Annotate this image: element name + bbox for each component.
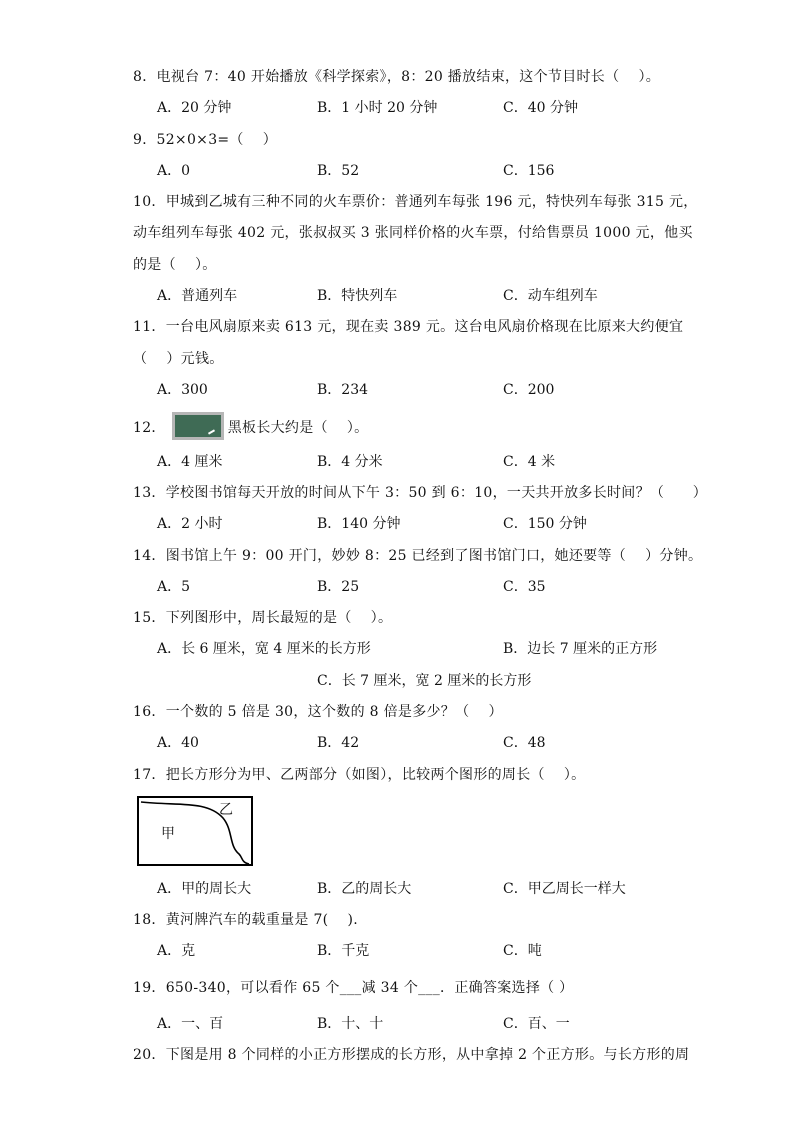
question-15-option-c: C．长 7 厘米，宽 2 厘米的长方形 [317, 673, 532, 689]
question-12-number: 12． [133, 420, 166, 436]
question-18-option-a: A．克 [157, 943, 196, 959]
question-19-option-b: B．十、十 [317, 1016, 384, 1032]
question-14-option-c: C．35 [503, 579, 546, 595]
question-14-stem: 14．图书馆上午 9：00 开门，妙妙 8：25 已经到了图书馆门口，她还要等（ ）分钟。 [133, 548, 703, 564]
question-15-option-a: A．长 6 厘米，宽 4 厘米的长方形 [157, 641, 371, 657]
question-17-option-b: B．乙的周长大 [317, 881, 412, 897]
question-9-option-c: C．156 [503, 163, 555, 179]
question-18-stem: 18．黄河牌汽车的载重量是 7( ). [133, 912, 358, 928]
question-10-stem-line2: 动车组列车每张 402 元，张叔叔买 3 张同样价格的火车票，付给售票员 1000 元，他买 [133, 225, 693, 241]
question-8-option-b: B．1 小时 20 分钟 [317, 100, 438, 116]
question-13-stem: 13．学校图书馆每天开放的时间从下午 3：50 到 6：10，一天共开放多长时间？（ ） [133, 485, 708, 501]
question-19-option-a: A．一、百 [157, 1016, 224, 1032]
question-9-stem: 9．52×0×3=（ ） [133, 132, 278, 148]
question-15-option-b: B．边长 7 厘米的正方形 [503, 641, 658, 657]
question-10-stem-line1: 10．甲城到乙城有三种不同的火车票价：普通列车每张 196 元，特快列车每张 315 元， [133, 194, 698, 210]
question-14-option-b: B．25 [317, 579, 360, 595]
question-13-option-c: C．150 分钟 [503, 516, 587, 532]
question-11-stem-line2: （ ）元钱。 [133, 351, 224, 367]
question-10-option-b: B．特快列车 [317, 288, 398, 304]
question-19-option-c: C．百、一 [503, 1016, 570, 1032]
question-18-option-c: C．吨 [503, 943, 542, 959]
question-11-option-a: A．300 [157, 382, 208, 398]
question-11-option-b: B．234 [317, 382, 369, 398]
question-14-option-a: A．5 [157, 579, 191, 595]
question-12-option-c: C．4 米 [503, 454, 556, 470]
question-17-option-c: C．甲乙周长一样大 [503, 881, 626, 897]
question-18-option-b: B．千克 [317, 943, 370, 959]
question-8-option-c: C．40 分钟 [503, 100, 578, 116]
question-12-stem [133, 414, 368, 442]
question-17-stem: 17．把长方形分为甲、乙两部分（如图），比较两个图形的周长（ ）。 [133, 767, 586, 783]
question-11-stem-line1: 11．一台电风扇原来卖 613 元，现在卖 389 元。这台电风扇价格现在比原来大约便宜 [133, 319, 684, 335]
question-10-stem-line3: 的是（ ）。 [133, 257, 217, 273]
question-8-option-a: A．20 分钟 [157, 100, 232, 116]
rectangle-division-figure [137, 796, 253, 866]
question-12-text: 黑板长大约是（ ）。 [227, 420, 369, 436]
question-13-option-b: B．140 分钟 [317, 516, 401, 532]
rectangle-outline [138, 797, 252, 865]
question-8-stem: 8．电视台 7：40 开始播放《科学探索》，8：20 播放结束，这个节目时长（ ）。 [133, 69, 661, 85]
blackboard-icon [172, 412, 224, 440]
question-16-stem: 16．一个数的 5 倍是 30，这个数的 8 倍是多少？（ ） [133, 704, 503, 720]
question-12-option-a: A．4 厘米 [157, 454, 223, 470]
question-15-stem: 15．下列图形中，周长最短的是（ ）。 [133, 610, 393, 626]
question-19-stem: 19．650-340，可以看作 65 个___减 34 个___．正确答案选择（ ） [133, 980, 574, 996]
question-9-option-a: A．0 [157, 163, 191, 179]
question-12-option-b: B．4 分米 [317, 454, 383, 470]
question-16-option-a: A．40 [157, 735, 199, 751]
question-9-option-b: B．52 [317, 163, 360, 179]
question-13-option-a: A．2 小时 [157, 516, 223, 532]
question-20-stem: 20．下图是用 8 个同样的小正方形摆成的长方形，从中拿掉 2 个正方形。与长方形的周 [133, 1047, 690, 1063]
question-10-option-c: C．动车组列车 [503, 288, 598, 304]
region-yi-label: 乙 [219, 802, 233, 818]
question-16-option-b: B．42 [317, 735, 360, 751]
question-16-option-c: C．48 [503, 735, 546, 751]
region-jia-label: 甲 [161, 826, 175, 842]
question-11-option-c: C．200 [503, 382, 555, 398]
question-17-option-a: A．甲的周长大 [157, 881, 252, 897]
question-10-option-a: A．普通列车 [157, 288, 238, 304]
